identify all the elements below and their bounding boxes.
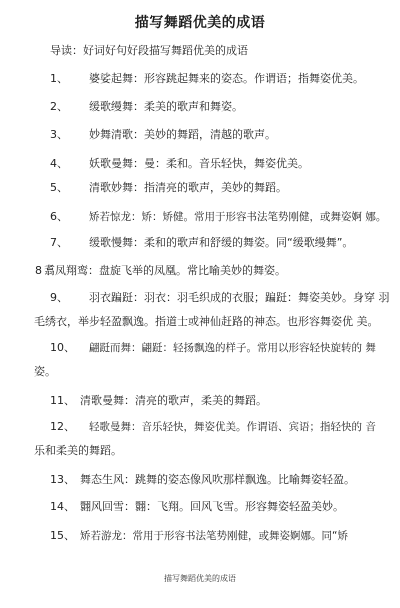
list-item [50, 157, 309, 171]
item-text-line1: 翩跹而舞：翩跹：轻扬飘逸的样子。常用以形容轻快旋转的 舞 [89, 342, 376, 354]
list-item [50, 72, 364, 86]
list-item [50, 291, 390, 305]
list-item [50, 341, 376, 355]
item-text-line2: 姿。 [34, 365, 56, 378]
item-text: 翥凤翔鸾：盘旋飞举的凤凰。常比喻美妙的舞姿。 [44, 264, 286, 277]
item-number: 7、 [50, 236, 68, 249]
item-number: 13、 [50, 473, 75, 486]
list-item [50, 500, 344, 514]
list-item [50, 473, 355, 487]
item-number: 8 [35, 264, 42, 277]
list-item [50, 128, 276, 142]
item-number: 4、 [50, 157, 68, 170]
item-number: 12、 [50, 420, 75, 433]
list-item [50, 394, 267, 408]
item-number: 15、 [50, 529, 75, 542]
item-text: 妙舞清歌：美妙的舞蹈，清越的歌声。 [89, 128, 276, 141]
list-item [50, 236, 353, 250]
list-item [35, 264, 286, 278]
list-item-continuation [34, 365, 56, 379]
item-text-line1: 轻歌曼舞：音乐轻快，舞姿优美。作谓语、宾语；指轻快的 音 [89, 421, 376, 433]
list-item [50, 529, 348, 543]
intro-line [50, 44, 248, 58]
item-number: 5、 [50, 181, 68, 194]
item-text: 清歌曼舞：清亮的歌声，柔美的舞蹈。 [80, 394, 267, 407]
list-item [50, 210, 386, 224]
item-text: 舞态生风：跳舞的姿态像风吹那样飘逸。比喻舞姿轻盈。 [80, 473, 355, 486]
item-text: 清歌妙舞：指清亮的歌声，美妙的舞蹈。 [89, 181, 287, 194]
item-number: 11、 [50, 394, 75, 407]
item-text-line2: 毛绣衣，举步轻盈飘逸。指道士或神仙赶路的神态。也形容舞姿优 美。 [34, 315, 379, 328]
item-text-line1: 羽衣蹁跹：羽衣：羽毛织成的衣服；蹁跹：舞姿美妙。身穿 羽 [89, 291, 390, 304]
item-text: 矫若惊龙：矫：矫健。常用于形容书法笔势刚健，或舞姿婀 娜。 [89, 211, 387, 223]
item-number: 14、 [50, 500, 75, 513]
list-item [50, 100, 243, 114]
list-item-continuation [34, 315, 379, 329]
intro-text: 导读：好词好句好段描写舞蹈优美的成语 [50, 44, 248, 57]
item-number: 10、 [50, 341, 75, 354]
item-number: 6、 [50, 210, 68, 223]
item-text: 婆娑起舞：形容跳起舞来的姿态。作谓语；指舞姿优美。 [89, 72, 364, 85]
page-footer: 描写舞蹈优美的成语 [164, 574, 236, 583]
list-item [50, 420, 376, 434]
item-number: 2、 [50, 100, 68, 113]
item-number: 9、 [50, 291, 68, 304]
item-text: 翾风回雪：翾：飞翔。回风飞雪。形容舞姿轻盈美妙。 [80, 500, 344, 513]
item-text-line2: 乐和柔美的舞蹈。 [34, 444, 122, 457]
item-text: 矫若游龙：常用于形容书法笔势刚健，或舞姿婀娜。同“矫 [80, 530, 348, 542]
list-item-continuation [34, 444, 122, 458]
item-text: 缓歌慢舞：柔和的歌声和舒缓的舞姿。同“缓歌缦舞”。 [89, 236, 354, 249]
page-title: 描写舞蹈优美的成语 [134, 15, 266, 31]
item-text: 缓歌缦舞：柔美的歌声和舞姿。 [89, 100, 243, 113]
item-number: 3、 [50, 128, 68, 141]
item-text: 妖歌曼舞：曼：柔和。音乐轻快，舞姿优美。 [89, 157, 309, 170]
list-item [50, 181, 287, 195]
item-number: 1、 [50, 72, 68, 85]
